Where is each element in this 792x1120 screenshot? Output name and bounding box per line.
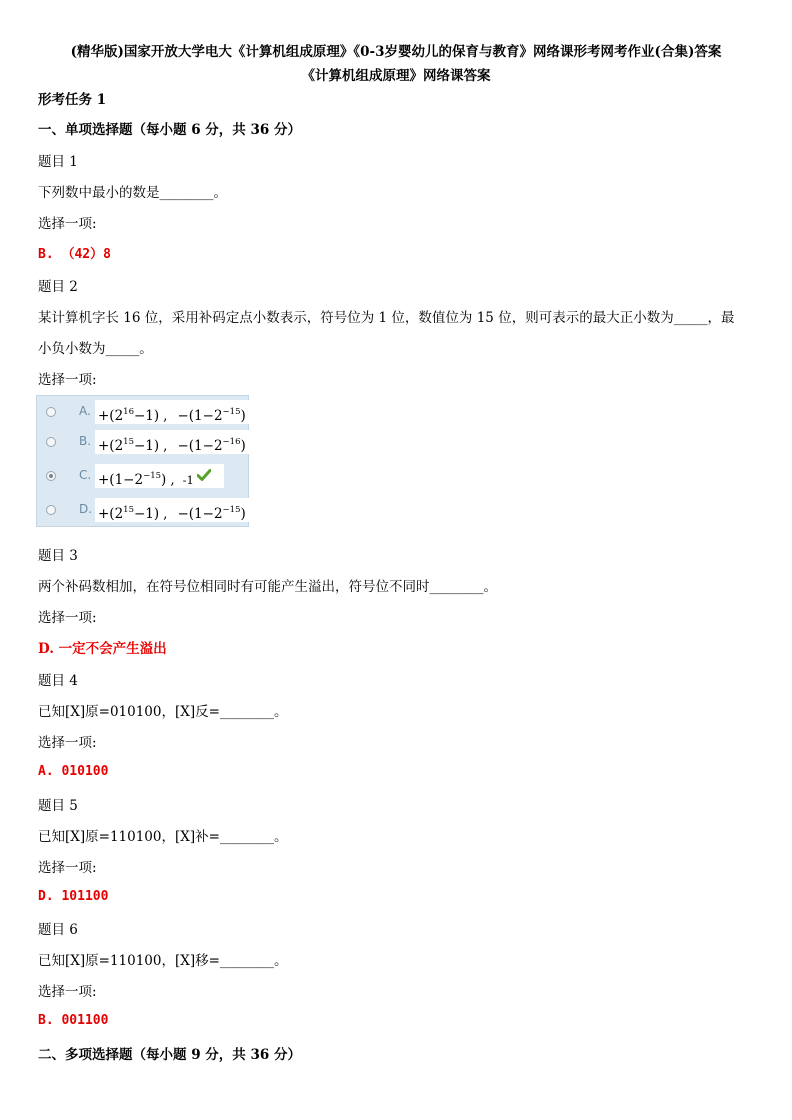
- check-icon: [197, 469, 211, 481]
- question-1-text: 下列数中最小的数是________。: [38, 185, 227, 201]
- question-4-label: 题目 4: [38, 673, 78, 689]
- option-b[interactable]: [37, 429, 250, 459]
- radio-button[interactable]: [46, 407, 56, 417]
- question-3-label: 题目 3: [38, 548, 78, 564]
- question-5-text: 已知[X]原=110100，[X]补=________。: [38, 829, 288, 845]
- question-6-label: 题目 6: [38, 922, 78, 938]
- option-c[interactable]: [37, 463, 250, 493]
- option-d[interactable]: [37, 497, 250, 527]
- document-title: (精华版)国家开放大学电大《计算机组成原理》《0-3岁婴幼儿的保育与教育》网络课形考网考作业(合集)答案: [70, 44, 722, 60]
- question-1-choose-label: 选择一项:: [38, 216, 97, 232]
- question-2-choose-label: 选择一项:: [38, 372, 97, 388]
- section-heading-single-choice: 一、单项选择题（每小题 6 分，共 36 分）: [38, 122, 301, 138]
- question-1-label: 题目 1: [38, 154, 78, 170]
- question-5-label: 题目 5: [38, 798, 78, 814]
- question-2-label: 题目 2: [38, 279, 78, 295]
- option-formula: $+(2^{15}-1)$ , $-(1-2^{-16})$: [95, 430, 249, 454]
- question-3-text: 两个补码数相加，在符号位相同时有可能产生溢出，符号位不同时________。: [38, 579, 497, 595]
- question-2-options-panel: [36, 395, 249, 527]
- document-subtitle: 《计算机组成原理》网络课答案: [301, 68, 491, 84]
- option-formula: $+(2^{16}-1)$ , $-(1-2^{-15})$: [95, 400, 249, 424]
- question-3-choose-label: 选择一项:: [38, 610, 97, 626]
- option-a[interactable]: [37, 399, 250, 429]
- question-4-answer: A. 010100: [38, 764, 109, 779]
- question-3-answer: D. 一定不会产生溢出: [38, 641, 167, 657]
- option-formula: $+(2^{15}-1)$ , $-(1-2^{-15})$: [95, 498, 249, 522]
- section-heading-multi-choice: 二、多项选择题（每小题 9 分，共 36 分）: [38, 1047, 301, 1063]
- option-formula: $+(1-2^{-15})$ , -1: [95, 464, 224, 488]
- question-6-text: 已知[X]原=110100，[X]移=________。: [38, 953, 288, 969]
- question-4-choose-label: 选择一项:: [38, 735, 97, 751]
- option-letter: D.: [79, 502, 93, 516]
- option-letter: A.: [79, 404, 91, 418]
- question-6-answer: B. 001100: [38, 1013, 109, 1028]
- task-heading: 形考任务 1: [38, 92, 107, 108]
- radio-button[interactable]: [46, 437, 56, 447]
- option-letter: C.: [79, 468, 92, 482]
- question-4-text: 已知[X]原=010100，[X]反=________。: [38, 704, 288, 720]
- question-5-choose-label: 选择一项:: [38, 860, 97, 876]
- question-6-choose-label: 选择一项:: [38, 984, 97, 1000]
- radio-button[interactable]: [46, 505, 56, 515]
- radio-button-selected[interactable]: [46, 471, 56, 481]
- question-1-answer: B. （42）8: [38, 247, 111, 262]
- question-2-text-line2: 小负小数为_____。: [38, 341, 153, 357]
- question-2-text-line1: 某计算机字长 16 位，采用补码定点小数表示，符号位为 1 位，数值位为 15 位，则可表示的最大正小数为_____，最: [38, 310, 735, 326]
- option-letter: B.: [79, 434, 92, 448]
- question-5-answer: D. 101100: [38, 889, 109, 904]
